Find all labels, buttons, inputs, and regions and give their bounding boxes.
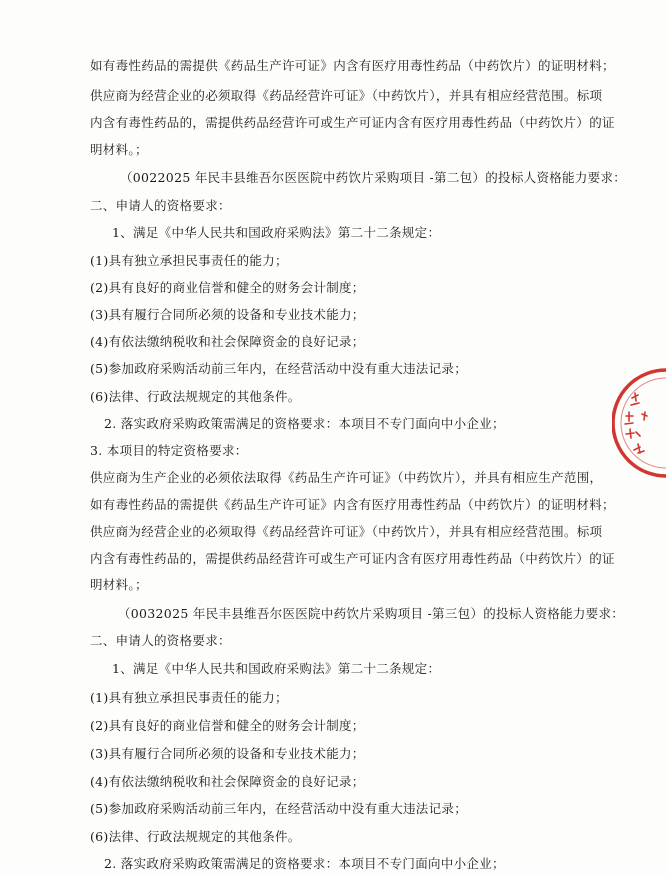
section-heading: 二、申请人的资格要求：	[90, 633, 231, 648]
section-heading: （0022025 年民丰县维吾尔医医院中药饮片采购项目 -第二包）的投标人资格能力要求：	[120, 170, 627, 185]
text-line: 明材料。；	[90, 577, 148, 592]
list-item: (1)具有独立承担民事责任的能力；	[90, 253, 288, 268]
list-item: (5)参加政府采购活动前三年内，在经营活动中没有重大违法记录；	[90, 361, 468, 376]
text-line: 1、满足《中华人民共和国政府采购法》第二十二条规定：	[112, 661, 441, 676]
section-heading: 二、申请人的资格要求：	[90, 198, 231, 213]
text-line: 明材料。；	[90, 142, 148, 157]
seal-glyphs	[625, 393, 647, 453]
section-heading: （0032025 年民丰县维吾尔医医院中药饮片采购项目 -第三包）的投标人资格能力要求：	[118, 606, 625, 621]
list-item: (3)具有履行合同所必须的设备和专业技术能力；	[90, 307, 365, 322]
list-item: (3)具有履行合同所必须的设备和专业技术能力；	[90, 746, 365, 761]
text-line: 1、满足《中华人民共和国政府采购法》第二十二条规定：	[112, 225, 441, 240]
text-line: 供应商为经营企业的必须取得《药品经营许可证》（中药饮片），并具有相应经营范围。标项	[90, 524, 603, 539]
list-item: (4)有依法缴纳税收和社会保障资金的良好记录；	[90, 774, 365, 789]
list-item: (6)法律、行政法规规定的其他条件。	[90, 389, 301, 404]
list-item: (4)有依法缴纳税收和社会保障资金的良好记录；	[90, 334, 365, 349]
list-item: (2)具有良好的商业信誉和健全的财务会计制度；	[90, 718, 365, 733]
red-seal-stamp	[612, 368, 668, 478]
list-item: (6)法律、行政法规规定的其他条件。	[90, 829, 301, 844]
list-item: (5)参加政府采购活动前三年内，在经营活动中没有重大违法记录；	[90, 801, 468, 816]
text-line: 内含有毒性药品的，需提供药品经营许可或生产可证内含有医疗用毒性药品（中药饮片）的证	[90, 551, 615, 566]
text-line: 如有毒性药品的需提供《药品生产许可证》内含有医疗用毒性药品（中药饮片）的证明材料；	[90, 58, 615, 73]
text-line: 3. 本项目的特定资格要求：	[90, 443, 248, 458]
text-line: 内含有毒性药品的，需提供药品经营许可或生产可证内含有医疗用毒性药品（中药饮片）的证	[90, 115, 615, 130]
list-item: (1)具有独立承担民事责任的能力；	[90, 690, 288, 705]
list-item: (2)具有良好的商业信誉和健全的财务会计制度；	[90, 280, 365, 295]
text-line: 如有毒性药品的需提供《药品生产许可证》内含有医疗用毒性药品（中药饮片）的证明材料；	[90, 497, 615, 512]
text-line: 2. 落实政府采购政策需满足的资格要求：本项目不专门面向中小企业；	[104, 416, 505, 431]
text-line: 供应商为生产企业的必须依法取得《药品生产许可证》（中药饮片），并具有相应生产范围，	[90, 470, 603, 485]
text-line: 2. 落实政府采购政策需满足的资格要求：本项目不专门面向中小企业；	[104, 856, 505, 871]
text-line: 供应商为经营企业的必须取得《药品经营许可证》（中药饮片），并具有相应经营范围。标项	[90, 88, 603, 103]
